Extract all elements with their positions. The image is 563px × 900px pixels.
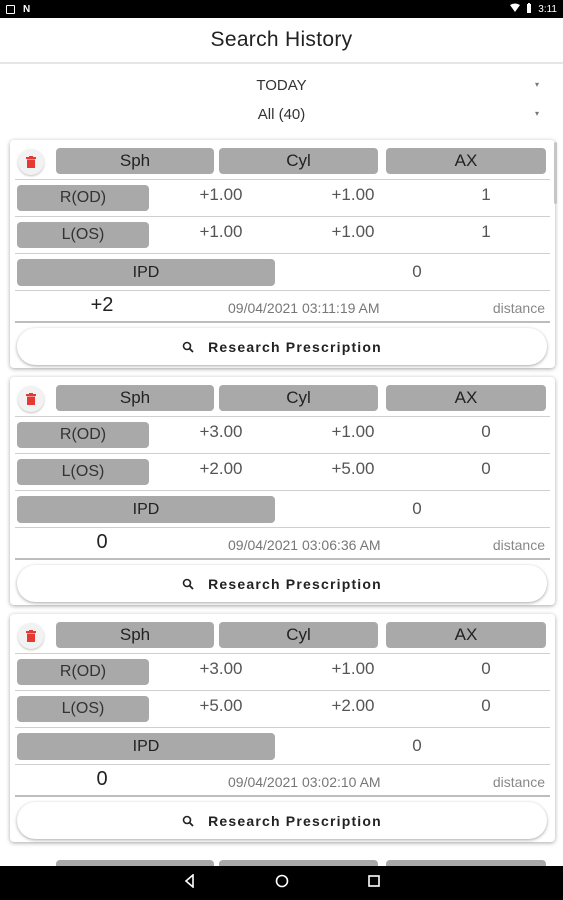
right-eye-label: R(OD)	[17, 422, 149, 448]
left-eye-label: L(OS)	[17, 222, 149, 248]
add-value: 0	[96, 768, 108, 790]
record-timestamp: 09/04/2021 03:06:36 AM	[228, 537, 381, 553]
right-ax-value: 0	[481, 422, 491, 441]
column-header-ax: AX	[386, 385, 546, 411]
research-button-label: Research Prescription	[208, 575, 382, 592]
divider	[15, 179, 550, 180]
chevron-down-icon: ▾	[534, 80, 539, 89]
delete-button[interactable]	[18, 149, 44, 175]
column-header-ax: AX	[386, 148, 546, 174]
search-icon	[182, 815, 194, 827]
research-button-label: Research Prescription	[208, 338, 382, 355]
record-mode: distance	[492, 774, 545, 790]
left-ax-value: 0	[481, 459, 491, 478]
record-mode: distance	[492, 300, 545, 316]
divider	[15, 321, 550, 323]
trash-icon	[26, 393, 36, 405]
ipd-label: IPD	[17, 496, 275, 523]
divider	[15, 527, 550, 528]
history-card	[10, 614, 555, 842]
left-ax-value: 1	[481, 222, 491, 241]
right-ax-value: 0	[481, 659, 491, 678]
home-button[interactable]	[275, 874, 289, 893]
back-icon	[183, 874, 197, 888]
left-ax-value: 0	[481, 696, 491, 715]
period-selected: TODAY	[256, 76, 307, 94]
category-selected: All (40)	[257, 105, 306, 123]
divider	[15, 558, 550, 560]
period-dropdown[interactable]	[0, 72, 563, 98]
right-eye-label: R(OD)	[17, 659, 149, 685]
history-card	[10, 140, 555, 368]
column-header-sph: Sph	[56, 148, 214, 174]
chevron-down-icon: ▾	[534, 109, 539, 118]
left-cyl-value: +1.00	[331, 222, 375, 241]
clock-text: 3:11	[538, 3, 557, 15]
add-value: 0	[96, 531, 108, 553]
divider	[15, 253, 550, 254]
right-eye-label: R(OD)	[17, 185, 149, 211]
divider	[15, 653, 550, 654]
record-timestamp: 09/04/2021 03:11:19 AM	[228, 300, 380, 316]
divider	[15, 290, 550, 291]
right-sph-value: +3.00	[199, 659, 243, 678]
divider	[15, 764, 550, 765]
notification-icon	[6, 5, 15, 14]
divider	[15, 795, 550, 797]
column-header-ax: AX	[386, 622, 546, 648]
ipd-label: IPD	[17, 259, 275, 286]
search-icon	[182, 578, 194, 590]
right-cyl-value: +1.00	[331, 659, 375, 678]
recents-button[interactable]	[367, 874, 381, 893]
research-prescription-button[interactable]	[17, 565, 547, 602]
history-card	[10, 377, 555, 605]
back-button[interactable]	[183, 874, 197, 893]
left-eye-label: L(OS)	[17, 696, 149, 722]
record-mode: distance	[492, 537, 545, 553]
ipd-label: IPD	[17, 733, 275, 760]
battery-icon	[526, 3, 532, 16]
column-header-cyl: Cyl	[219, 622, 378, 648]
right-cyl-value: +1.00	[331, 185, 375, 204]
trash-icon	[26, 630, 36, 642]
left-cyl-value: +5.00	[331, 459, 375, 478]
divider	[15, 490, 550, 491]
right-ax-value: 1	[481, 185, 491, 204]
delete-button[interactable]	[18, 623, 44, 649]
status-bar	[0, 0, 563, 18]
divider	[15, 727, 550, 728]
left-cyl-value: +2.00	[331, 696, 375, 715]
system-nav-bar	[0, 866, 563, 900]
record-timestamp: 09/04/2021 03:02:10 AM	[228, 774, 381, 790]
trash-icon	[26, 156, 36, 168]
n-icon: N	[23, 3, 31, 15]
column-header-sph: Sph	[56, 622, 214, 648]
divider	[15, 416, 550, 417]
column-header-cyl: Cyl	[219, 385, 378, 411]
right-cyl-value: +1.00	[331, 422, 375, 441]
ipd-value: 0	[412, 262, 422, 281]
wifi-icon	[510, 3, 520, 15]
page-title: Search History	[210, 28, 353, 51]
app-header	[0, 18, 563, 64]
add-value: +2	[90, 294, 114, 316]
research-prescription-button[interactable]	[17, 802, 547, 839]
column-header-sph: Sph	[56, 385, 214, 411]
research-prescription-button[interactable]	[17, 328, 547, 365]
scrollbar[interactable]	[554, 142, 557, 204]
left-sph-value: +5.00	[199, 696, 243, 715]
research-button-label: Research Prescription	[208, 812, 382, 829]
left-sph-value: +1.00	[199, 222, 243, 241]
column-header-cyl: Cyl	[219, 148, 378, 174]
ipd-value: 0	[412, 499, 422, 518]
left-eye-label: L(OS)	[17, 459, 149, 485]
recents-icon	[367, 874, 381, 888]
ipd-value: 0	[412, 736, 422, 755]
category-dropdown[interactable]	[0, 101, 563, 127]
divider	[15, 453, 550, 454]
search-icon	[182, 341, 194, 353]
divider	[15, 216, 550, 217]
delete-button[interactable]	[18, 386, 44, 412]
right-sph-value: +1.00	[199, 185, 243, 204]
right-sph-value: +3.00	[199, 422, 243, 441]
divider	[15, 690, 550, 691]
home-icon	[275, 874, 289, 888]
left-sph-value: +2.00	[199, 459, 243, 478]
